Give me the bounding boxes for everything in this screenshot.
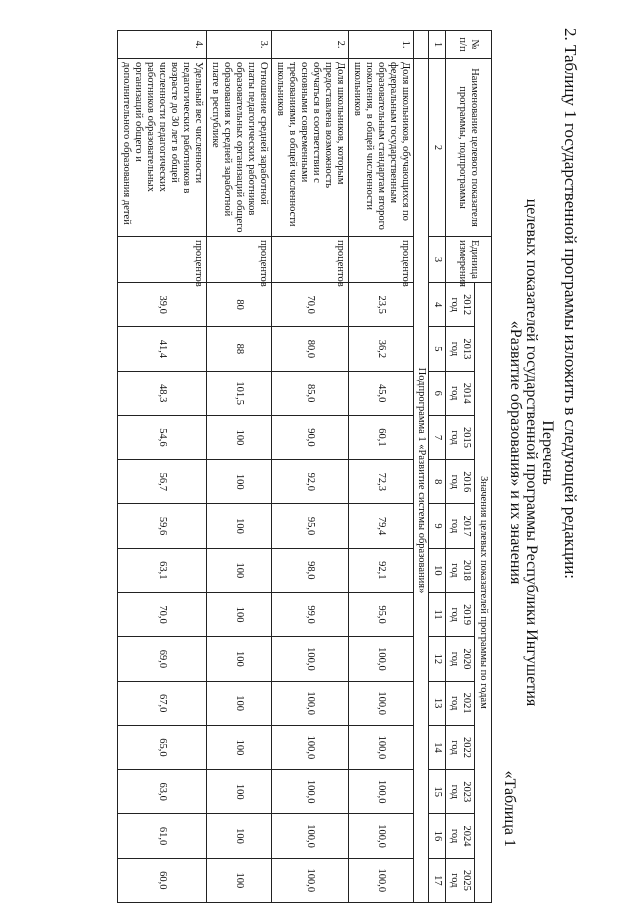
column-number: 15 [429,770,446,814]
indicator-value: 65,0 [118,725,207,769]
indicator-unit: процентов [272,237,349,283]
header-year: 2020 год [446,637,475,681]
subprogram-row [414,31,429,903]
indicator-value: 70,0 [272,283,349,327]
indicator-value: 48,3 [118,371,207,415]
header-name: Наименование целевого показателя программы, подпрограммы [446,59,492,237]
indicator-value: 56,7 [118,460,207,504]
table-row [272,31,349,903]
indicator-value: 63,0 [118,770,207,814]
indicator-value: 101,5 [207,371,272,415]
document-subtitle: целевых показателей государственной программы Республики Ингушетия [523,198,540,707]
indicator-value: 100 [207,814,272,858]
column-number: 8 [429,460,446,504]
indicator-value: 100,0 [349,770,414,814]
column-number: 5 [429,327,446,371]
indicator-value: 100 [207,415,272,459]
indicator-value: 100 [207,858,272,902]
indicator-name: Доля школьников, которым предоставлена возможность обучаться в соответствии с основными современными требованиями, в общей численности школьников [272,59,349,237]
indicator-value: 100,0 [272,681,349,725]
indicator-value: 41,4 [118,327,207,371]
indicator-value: 61,0 [118,814,207,858]
document-title: Перечень [539,420,556,485]
indicator-value: 100,0 [272,770,349,814]
indicator-value: 100 [207,504,272,548]
header-unit: Единица измерения [446,237,492,283]
indicator-value: 100 [207,770,272,814]
header-values-group: Значения целевых показателей программы по годам [475,283,492,903]
indicator-value: 67,0 [118,681,207,725]
column-number: 3 [429,237,446,283]
indicator-value: 100 [207,548,272,592]
column-number: 9 [429,504,446,548]
header-year: 2017 год [446,504,475,548]
column-number: 10 [429,548,446,592]
indicator-value: 100 [207,592,272,636]
indicator-value: 45,0 [349,371,414,415]
column-number: 16 [429,814,446,858]
header-year: 2019 год [446,592,475,636]
column-number: 13 [429,681,446,725]
header-year: 2018 год [446,548,475,592]
indicator-value: 23,5 [349,283,414,327]
document-subtitle-program: «Развитие образования» и их значения [507,320,524,585]
indicator-unit: процентов [118,237,207,283]
indicator-value: 60,1 [349,415,414,459]
row-number: 2. [272,31,349,59]
header-year: 2022 год [446,725,475,769]
indicator-value: 100,0 [349,814,414,858]
header-year: 2021 год [446,681,475,725]
indicator-value: 39,0 [118,283,207,327]
indicator-value: 92,0 [272,460,349,504]
indicator-value: 100 [207,681,272,725]
indicator-value: 100 [207,725,272,769]
indicator-value: 100,0 [272,725,349,769]
row-number: 3. [207,31,272,59]
indicator-value: 99,0 [272,592,349,636]
indicator-value: 100 [207,637,272,681]
indicator-value: 70,0 [118,592,207,636]
table-row [207,31,272,903]
column-number: 6 [429,371,446,415]
table-row [118,31,207,903]
table-body [118,31,429,903]
indicator-value: 54,6 [118,415,207,459]
column-number: 2 [429,59,446,237]
column-number: 1 [429,31,446,59]
indicator-name: Удельный вес численности педагогических работников в возрасте до 30 лет в общей численности педагогических работников образовательных организаций общего и дополнительного образования детей [118,59,207,237]
indicator-value: 80,0 [272,327,349,371]
header-year: 2013 год [446,327,475,371]
column-number: 14 [429,725,446,769]
indicator-value: 90,0 [272,415,349,459]
indicator-value: 59,6 [118,504,207,548]
header-year: 2014 год [446,371,475,415]
indicator-unit: процентов [207,237,272,283]
indicator-value: 95,0 [349,592,414,636]
row-number: 4. [118,31,207,59]
indicator-value: 100,0 [272,814,349,858]
column-number: 12 [429,637,446,681]
indicator-name: Доля школьников, обучающихся по федеральным государственным образовательным стандартам второго поколения, в общей численности школьников [349,59,414,237]
header-num: № п/п [446,31,492,59]
column-number: 7 [429,415,446,459]
indicator-value: 63,1 [118,548,207,592]
indicator-value: 100,0 [349,858,414,902]
header-year: 2016 год [446,460,475,504]
indicator-value: 80 [207,283,272,327]
column-number: 11 [429,592,446,636]
header-year: 2025 год [446,858,475,902]
indicator-value: 72,3 [349,460,414,504]
header-year: 2015 год [446,415,475,459]
column-numbers-row [429,31,446,903]
subprogram-title: Подпрограмма 1 «Развитие системы образования» [414,59,429,903]
indicator-value: 100 [207,460,272,504]
indicator-unit: процентов [349,237,414,283]
table-row [349,31,414,903]
indicator-value: 88 [207,327,272,371]
indicator-value: 85,0 [272,371,349,415]
header-year: 2012 год [446,283,475,327]
header-year: 2024 год [446,814,475,858]
indicator-value: 79,4 [349,504,414,548]
row-number: 1. [349,31,414,59]
header-year: 2023 год [446,770,475,814]
indicator-value: 100,0 [272,637,349,681]
indicator-value: 69,0 [118,637,207,681]
indicator-value: 100,0 [349,725,414,769]
column-number: 4 [429,283,446,327]
column-number: 17 [429,858,446,902]
indicator-value: 92,1 [349,548,414,592]
indicator-value: 100,0 [272,858,349,902]
indicator-value: 100,0 [349,681,414,725]
indicator-name: Отношение средней заработной платы педагогических работников образовательных организаций общего образования к средней заработной плате в республике [207,59,272,237]
indicator-value: 36,2 [349,327,414,371]
indicator-value: 60,0 [118,858,207,902]
indicator-value: 95,0 [272,504,349,548]
indicator-value: 98,0 [272,548,349,592]
table-reference: «Таблица 1 [501,770,518,847]
indicators-table [117,30,492,903]
intro-text: 2. Таблицу 1 государственной программы изложить в следующей редакции: [561,28,580,580]
indicator-value: 100,0 [349,637,414,681]
